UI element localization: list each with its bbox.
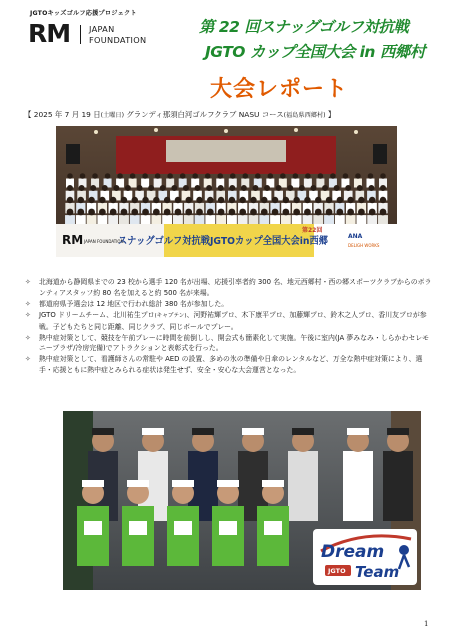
bullet-text	[39, 310, 433, 333]
open-bracket: 【	[24, 110, 32, 119]
report-heading: 大会レポート	[210, 77, 349, 102]
captain-note: (キャプテン)	[154, 312, 187, 319]
jgto-badge: JGTO	[328, 567, 346, 575]
bullet-text: 熱中症対策として、看護師さんの常駐や AED の設置、多めの氷の準備や日傘のレンタルなど、万全な熱中症対策により、選手・応援ともに熱中症とみられる症状は発生せず、安全・安心な大会運営となった。	[39, 355, 423, 375]
rm-japan-foundation-logo	[28, 19, 193, 48]
dream-team-logo	[313, 529, 417, 585]
logo-line-japan: JAPAN	[89, 24, 115, 34]
bullet-star-icon: ✧	[25, 278, 31, 286]
event-date-venue	[24, 109, 335, 120]
banner-rm-subtitle: JAPAN FOUNDATION	[84, 239, 124, 244]
logo-divider	[80, 25, 81, 44]
report-bullet-list	[25, 277, 433, 376]
list-item	[25, 299, 433, 310]
team-photo	[63, 411, 421, 590]
list-item	[25, 333, 433, 355]
banner-sponsor: ANA	[348, 233, 363, 240]
bullet-text: 都道府県予選会は 12 地区で行われ総計 380 名が参加した。	[39, 299, 229, 308]
event-date: 2025 年 7 月 19 日	[33, 110, 101, 119]
rm-logo-letters: RM	[28, 19, 71, 48]
bullet-star-icon: ✧	[25, 333, 31, 342]
banner-rm-logo: RM	[62, 233, 84, 247]
event-location: (福島県西郷村)	[283, 112, 326, 119]
dream-word: Dream	[321, 542, 385, 562]
list-item	[25, 354, 433, 376]
event-title-line2: JGTO カップ全国大会 in 西郷村	[205, 43, 425, 61]
bullet-star-icon: ✧	[25, 355, 31, 364]
event-venue: グランディ那須白河ゴルフクラブ NASU コース	[126, 110, 284, 119]
team-word: Team	[355, 563, 400, 581]
banner-edition: 第22回	[302, 227, 323, 234]
logo-line-foundation: FOUNDATION	[89, 35, 147, 45]
banner-title: スナッグゴルフ対抗戦JGTOカップ全国大会in西郷	[118, 236, 345, 247]
banner-sponsor-2: DELIGH WORKS	[348, 243, 380, 248]
list-item	[25, 277, 433, 299]
close-bracket: 】	[327, 110, 336, 119]
org-tagline: JGTOキッズゴルフ応援プロジェクト	[30, 10, 137, 17]
bullet-text-part: JGTO ドリームチーム、北川祐生プロ	[39, 310, 155, 319]
list-item	[25, 310, 433, 333]
bullet-text-part: 、河野祐輝プロ、木下康平プロ、加藤輝プロ、鈴木之人プロ、香川友プロが参戦。子どもたちと同じ距離、同じクラブ、同じボールでプレー。	[39, 310, 427, 331]
event-title-line1: 第 22 回スナッグゴルフ対抗戦	[199, 18, 409, 36]
event-weekday: (土曜日)	[100, 112, 124, 119]
page-number: 1	[424, 620, 429, 628]
bullet-star-icon: ✧	[25, 299, 31, 308]
group-photo	[56, 126, 397, 257]
bullet-text: 熱中症対策として、競技を午前プレーに時間を前倒しし、開会式も簡素化して実施。午後に室内(JA 夢みなみ・しらかわセレモニープラザ/冷房完備)でアトラクションと表彰式を行った。	[39, 333, 430, 353]
bullet-text: 北海道から静岡県までの 23 校から選手 120 名が出場、応援引率者約 300 名、地元西郷村・西の郷スポーツクラブからのボランティアスタッフ約 80 名を加えると約 500 名が来場。	[39, 278, 432, 297]
bullet-star-icon: ✧	[25, 310, 31, 319]
